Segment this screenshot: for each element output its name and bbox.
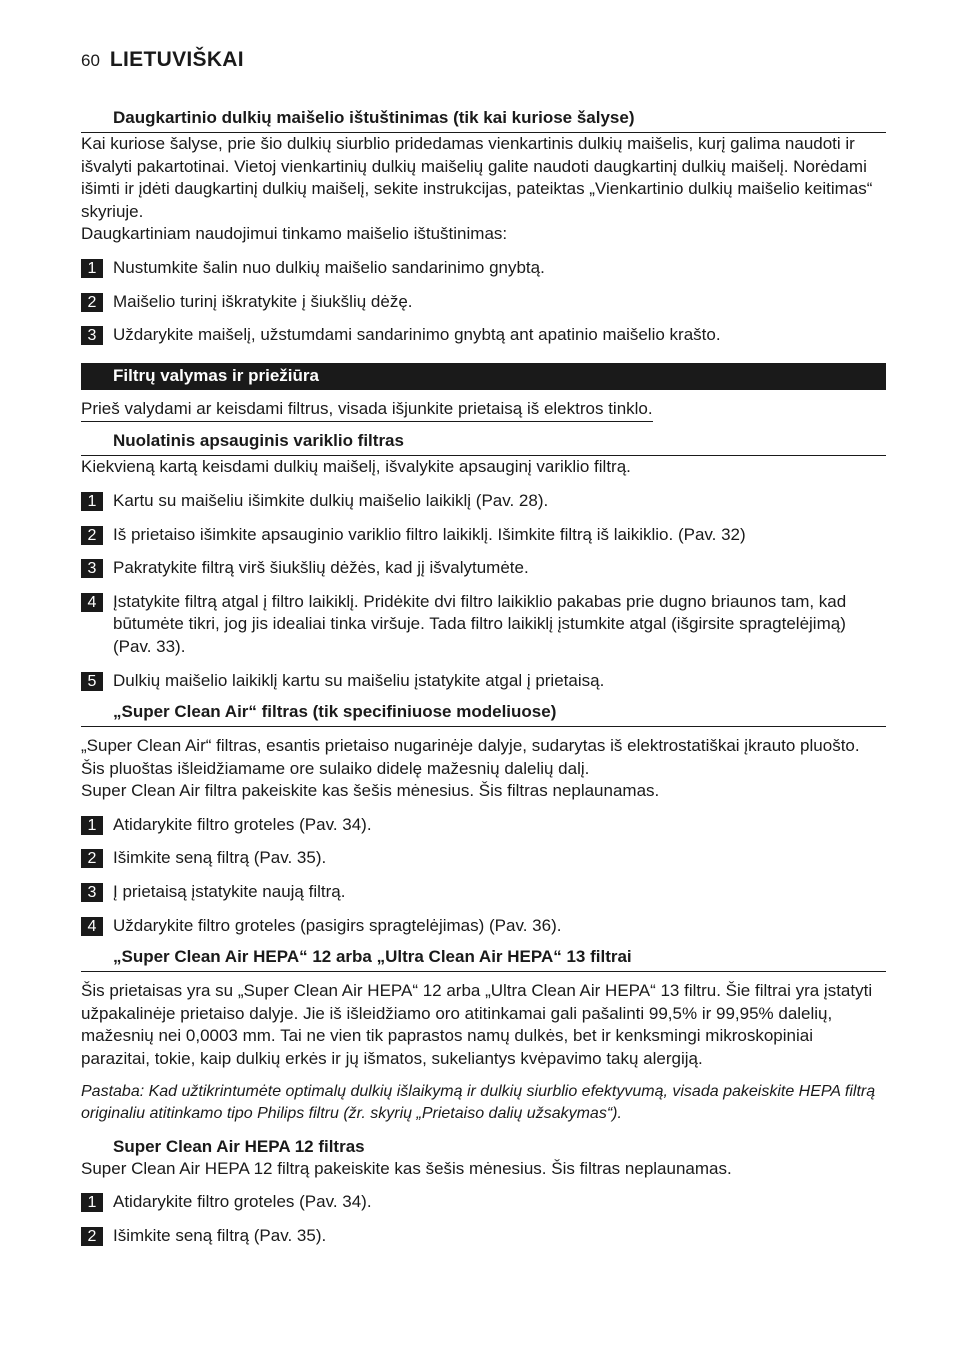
step-item	[81, 814, 886, 837]
step-text: Uždarykite maišelį, užstumdami sandarinimo gnybtą ant apatinio maišelio krašto.	[113, 325, 721, 345]
step-text: Kartu su maišeliu išimkite dulkių maišelio laikiklį (Pav. 28).	[113, 490, 549, 510]
warning-text: Prieš valydami ar keisdami filtrus, visada išjunkite prietaisą iš elektros tinklo.	[81, 398, 653, 423]
page-content	[81, 107, 886, 1248]
step-text: Įstatykite filtrą atgal į filtro laikiklį. Pridėkite dvi filtro laikiklio pakabas prie dugno briaunos tam, kad būtumėte tikri, jog jis idealiai tinka viršuje. Tada filtro laikiklį įstumkite atgal (išgirsite spragtelėjimą) (Pav. 33).	[113, 591, 847, 656]
step-number: 3	[81, 559, 103, 578]
step-item	[81, 291, 886, 314]
step-text: Iš prietaiso išimkite apsauginio variklio filtro laikiklį. Išimkite filtrą iš laikiklio. (Pav. 32)	[113, 524, 746, 544]
step-number: 1	[81, 816, 103, 835]
section-heading: „Super Clean Air HEPA“ 12 arba „Ultra Clean Air HEPA“ 13 filtrai	[81, 946, 886, 972]
section-heading: Super Clean Air HEPA 12 filtras	[113, 1136, 365, 1156]
step-number: 3	[81, 326, 103, 345]
page-number: 60	[81, 51, 100, 70]
step-number: 1	[81, 259, 103, 278]
section-heading: Daugkartinio dulkių maišelio ištuštinimas (tik kai kuriose šalyse)	[81, 107, 886, 133]
section-reusable-bag	[81, 107, 886, 347]
paragraph: „Super Clean Air“ filtras, esantis prietaiso nugarinėje dalyje, sudarytas iš elektrostatiškai įkrauto pluošto. Šis pluoštas išleidžiamame ore sulaiko didelę mažesnių dalelių dalį.	[81, 736, 860, 778]
page-header	[81, 48, 244, 72]
section-super-clean-air	[81, 701, 886, 937]
step-text: Atidarykite filtro groteles (Pav. 34).	[113, 1192, 372, 1212]
step-text: Dulkių maišelio laikiklį kartu su maišeliu įstatykite atgal į prietaisą.	[113, 670, 605, 690]
step-item	[81, 1191, 886, 1214]
step-item	[81, 257, 886, 280]
note-text: Pastaba: Kad užtikrintumėte optimalų dulkių išlaikymą ir dulkių siurblio efektyvumą, visada pakeiskite HEPA filtrą originaliu atitinkamo tipo Philips filtru (žr. skyrių „Prietaiso dalių užsakymas“).	[81, 1082, 876, 1123]
step-item	[81, 524, 886, 547]
step-text: Atidarykite filtro groteles (Pav. 34).	[113, 814, 372, 834]
step-text: Pakratykite filtrą virš šiukšlių dėžės, kad jį išvalytumėte.	[113, 558, 529, 578]
step-text: Išimkite seną filtrą (Pav. 35).	[113, 1226, 327, 1245]
step-text: Uždarykite filtro groteles (pasigirs spragtelėjimas) (Pav. 36).	[113, 915, 562, 935]
paragraph: Kai kuriose šalyse, prie šio dulkių siurblio pridedamas vienkartinis dulkių maišelis, kurį galima naudoti ir išvalyti pakartotinai. Vietoj vienkartinių dulkių maišelių galite naudoti daugkartinį dulkių maišelį. Norėdami išimti ir įdėti daugkartinį dulkių maišelį, sekite instrukcijas, pateiktas „Vienkartinio dulkių maišelio keitimas“ skyriuje.	[81, 134, 873, 221]
section-filters	[81, 363, 886, 423]
step-number: 4	[81, 593, 103, 612]
step-text: Nustumkite šalin nuo dulkių maišelio sandarinimo gnybtą.	[113, 257, 545, 277]
step-number: 2	[81, 526, 103, 545]
step-item	[81, 670, 886, 693]
step-number: 1	[81, 1193, 103, 1212]
paragraph: Super Clean Air filtra pakeiskite kas šešis mėnesius. Šis filtras neplaunamas.	[81, 781, 660, 801]
section-motor-filter	[81, 430, 886, 692]
step-number: 2	[81, 1227, 103, 1246]
section-heading: Nuolatinis apsauginis variklio filtras	[81, 430, 886, 456]
step-item	[81, 915, 886, 938]
page-language-title: LIETUVIŠKAI	[109, 48, 244, 71]
step-number: 2	[81, 849, 103, 868]
step-text: Į prietaisą įstatykite naują filtrą.	[113, 882, 346, 902]
step-number: 3	[81, 883, 103, 902]
section-hepa-12	[81, 1136, 886, 1248]
paragraph: Daugkartiniam naudojimui tinkamo maišelio ištuštinimas:	[81, 224, 508, 244]
section-heading: „Super Clean Air“ filtras (tik specifiniuose modeliuose)	[81, 701, 886, 727]
step-item	[81, 557, 886, 580]
paragraph: Kiekvieną kartą keisdami dulkių maišelį, išvalykite apsauginį variklio filtrą.	[81, 457, 631, 477]
step-item	[81, 490, 886, 513]
paragraph: Šis prietaisas yra su „Super Clean Air HEPA“ 12 arba „Ultra Clean Air HEPA“ 13 filtru. Šie filtrai yra įstatyti užpakalinėje prietaiso dalyje. Jie iš išleidžiamo oro atitinkamai gali pašalinti 99,5% ir 99,95% dalelių, mažesnių nei 0,0003 mm. Tai ne vien tik paprastos namų dulkės, bet ir kenksmingi mikroskopiniai parazitai, tokie, kaip dulkių erkės ir jų išmatos, sukeliantys kvėpavimo takų alergiją.	[81, 981, 873, 1069]
section-bar-heading: Filtrų valymas ir priežiūra	[81, 363, 886, 390]
step-item	[81, 847, 886, 870]
step-number: 1	[81, 492, 103, 511]
step-number: 5	[81, 672, 103, 691]
section-hepa	[81, 946, 886, 1126]
step-item	[81, 881, 886, 904]
step-text: Išimkite seną filtrą (Pav. 35).	[113, 848, 327, 868]
step-number: 2	[81, 293, 103, 312]
step-item	[81, 1225, 886, 1248]
step-item	[81, 591, 886, 659]
paragraph: Super Clean Air HEPA 12 filtrą pakeiskite kas šešis mėnesius. Šis filtras neplaunamas.	[81, 1158, 732, 1178]
step-text: Maišelio turinį iškratykite į šiukšlių dėžę.	[113, 291, 413, 311]
step-number: 4	[81, 917, 103, 936]
step-item	[81, 324, 886, 347]
